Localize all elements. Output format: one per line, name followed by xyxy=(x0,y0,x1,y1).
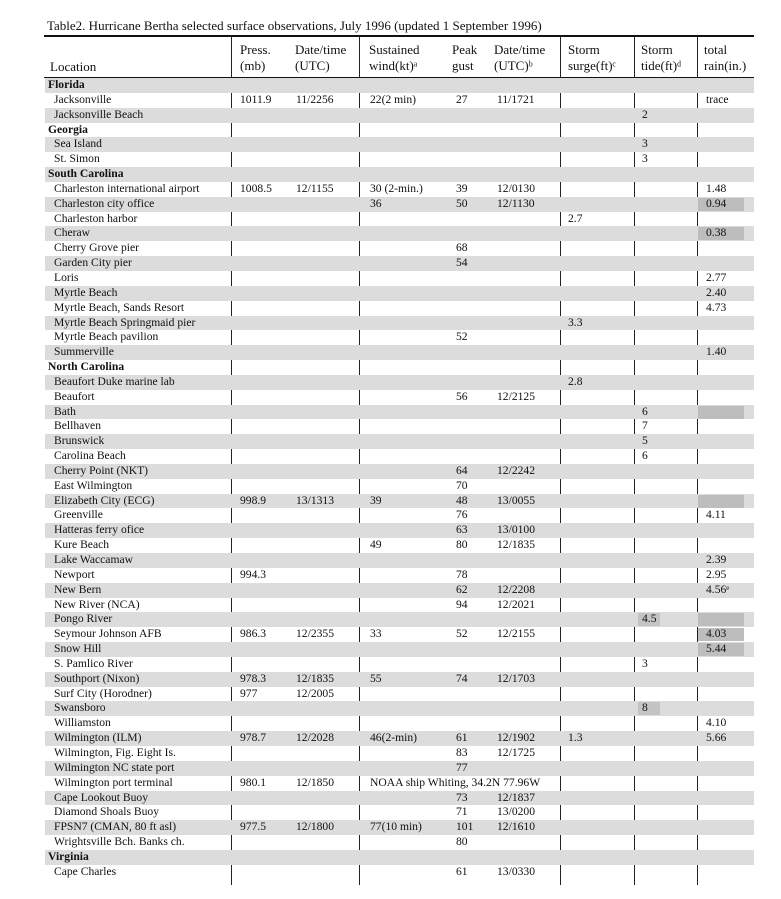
wind-cell: 55 xyxy=(370,671,382,685)
wind-cell: 33 xyxy=(370,627,382,641)
tide-cell: 7 xyxy=(642,419,648,433)
gust-datetime-cell: 12/1837 xyxy=(497,790,536,804)
gust-cell: 80 xyxy=(456,835,468,849)
table-row xyxy=(45,805,754,820)
table-row xyxy=(45,627,754,642)
gust-cell: 74 xyxy=(456,671,468,685)
tide-cell: 3 xyxy=(642,137,648,151)
gust-datetime-cell: 12/1130 xyxy=(497,196,535,210)
table-row xyxy=(45,271,754,286)
location-cell: Charleston international airport xyxy=(54,181,200,195)
location-cell: Cape Charles xyxy=(54,864,117,878)
location-cell: Summerville xyxy=(54,345,114,359)
location-cell: Swansboro xyxy=(54,701,106,715)
state-group-row xyxy=(45,78,754,93)
pressure-cell: 978.7 xyxy=(240,731,267,745)
gust-datetime-cell: 13/0100 xyxy=(497,523,536,537)
pressure-cell: 994.3 xyxy=(240,567,267,581)
table-row xyxy=(45,316,754,331)
location-cell: Hatteras ferry ofice xyxy=(54,523,145,537)
gust-datetime-cell: 12/1610 xyxy=(497,820,536,834)
location-cell: Cherry Point (NKT) xyxy=(54,463,149,477)
pressure-cell: 1008.5 xyxy=(240,181,272,195)
gust-cell: 39 xyxy=(456,181,468,195)
gust-datetime-cell: 11/1721 xyxy=(497,92,535,106)
table-row xyxy=(45,301,754,316)
header-tide-1: Storm xyxy=(641,42,673,57)
rain-cell: 1.48 xyxy=(706,181,727,195)
gust-cell: 94 xyxy=(456,597,468,611)
table-row xyxy=(45,330,754,345)
table-row xyxy=(45,345,754,360)
header-gust-datetime-2: (UTC)ᵇ xyxy=(494,58,533,73)
rain-cell: 1.40 xyxy=(706,345,727,359)
pressure-cell: 980.1 xyxy=(240,775,267,789)
location-cell: Wilmington (ILM) xyxy=(54,731,142,745)
location-cell: North Carolina xyxy=(48,360,125,374)
table-row xyxy=(45,464,754,479)
header-location: Location xyxy=(50,59,97,74)
gust-cell: 77 xyxy=(456,760,468,774)
location-cell: South Carolina xyxy=(48,167,124,181)
top-rule xyxy=(44,35,754,37)
location-cell: Seymour Johnson AFB xyxy=(54,627,162,641)
table-row xyxy=(45,419,754,434)
table-row xyxy=(45,731,754,746)
rain-cell: 5.66 xyxy=(706,731,727,745)
wind-cell: 77(10 min) xyxy=(370,820,422,834)
gust-datetime-cell: 13/0200 xyxy=(497,805,536,819)
rain-highlight xyxy=(698,406,744,419)
gust-cell: 52 xyxy=(456,330,468,344)
header-press-1: Press. xyxy=(240,42,271,57)
location-cell: Beaufort xyxy=(54,389,95,403)
tide-cell: 6 xyxy=(642,449,648,463)
location-cell: Loris xyxy=(54,270,79,284)
location-cell: Newport xyxy=(54,567,95,581)
wind-cell: 30 (2-min.) xyxy=(370,181,423,195)
location-cell: Lake Waccamaw xyxy=(54,553,133,566)
location-cell: Florida xyxy=(48,78,85,91)
wind-cell: NOAA ship Whiting, 34.2N 77.96W xyxy=(370,775,541,789)
tide-cell: 3 xyxy=(642,656,648,670)
header-press-2: (mb) xyxy=(240,58,266,73)
table-body xyxy=(45,78,754,880)
table-row xyxy=(45,598,754,613)
gust-cell: 83 xyxy=(456,745,468,759)
header-gust-1: Peak xyxy=(452,42,478,57)
table-caption: Table2. Hurricane Bertha selected surface observations, July 1996 (updated 1 September 1996) xyxy=(47,18,542,33)
table-row xyxy=(45,657,754,672)
gust-cell: 68 xyxy=(456,241,468,255)
table-row xyxy=(45,286,754,301)
table-row xyxy=(45,241,754,256)
location-cell: New River (NCA) xyxy=(54,597,140,611)
gust-cell: 52 xyxy=(456,627,468,641)
state-group-row xyxy=(45,167,754,182)
gust-datetime-cell: 13/0330 xyxy=(497,864,536,878)
header-wind-1: Sustained xyxy=(369,42,420,57)
gust-cell: 56 xyxy=(456,389,468,403)
wind-cell: 46(2-min) xyxy=(370,731,418,745)
location-cell: New Bern xyxy=(54,582,102,596)
table-row xyxy=(45,612,754,627)
table-row xyxy=(45,434,754,449)
location-cell: Charleston city office xyxy=(54,196,155,210)
location-cell: Diamond Shoals Buoy xyxy=(54,805,159,819)
rain-cell: 2.40 xyxy=(706,285,727,299)
gust-cell: 48 xyxy=(456,493,468,507)
location-cell: Georgia xyxy=(48,122,88,136)
location-cell: Cheraw xyxy=(54,226,91,240)
location-cell: Myrtle Beach Springmaid pier xyxy=(54,315,196,329)
gust-cell: 71 xyxy=(456,805,468,819)
table-row xyxy=(45,761,754,776)
gust-datetime-cell: 12/2125 xyxy=(497,389,536,403)
surge-cell: 2.8 xyxy=(568,374,583,388)
table-row xyxy=(45,226,754,241)
rain-cell: 0.38 xyxy=(706,226,727,240)
table-row xyxy=(45,642,754,657)
table-row xyxy=(45,197,754,212)
table-row xyxy=(45,390,754,405)
pressure-datetime-cell: 12/2005 xyxy=(296,686,335,700)
location-cell: Wilmington port terminal xyxy=(54,775,173,789)
wind-cell: 36 xyxy=(370,196,382,210)
location-cell: Cherry Grove pier xyxy=(54,241,139,255)
header-wind-2: wind(kt)ᵃ xyxy=(369,58,418,73)
location-cell: Wilmington NC state port xyxy=(54,760,175,774)
pressure-datetime-cell: 11/2256 xyxy=(296,92,334,106)
location-cell: Kure Beach xyxy=(54,538,110,552)
tide-cell: 6 xyxy=(642,404,648,418)
gust-cell: 27 xyxy=(456,92,468,106)
gust-cell: 101 xyxy=(456,820,474,834)
rain-cell: 2.95 xyxy=(706,567,727,581)
state-group-row xyxy=(45,850,754,865)
pressure-datetime-cell: 12/2355 xyxy=(296,627,335,641)
tide-cell: 5 xyxy=(642,434,648,448)
location-cell: Myrtle Beach xyxy=(54,285,118,299)
rain-cell: 2.39 xyxy=(706,553,727,566)
rain-cell: 4.11 xyxy=(706,508,726,522)
location-cell: Garden City pier xyxy=(54,256,132,270)
rain-highlight xyxy=(698,613,744,626)
gust-cell: 50 xyxy=(456,196,468,210)
table-row xyxy=(45,583,754,598)
location-cell: Southport (Nixon) xyxy=(54,671,140,685)
surge-cell: 2.7 xyxy=(568,211,583,225)
table-row xyxy=(45,835,754,850)
gust-datetime-cell: 12/2242 xyxy=(497,463,536,477)
table-row xyxy=(45,212,754,227)
table-row xyxy=(45,108,754,123)
gust-cell: 78 xyxy=(456,567,468,581)
pressure-cell: 986.3 xyxy=(240,627,267,641)
table-row xyxy=(45,256,754,271)
table-row xyxy=(45,672,754,687)
wind-cell: 49 xyxy=(370,538,382,552)
table-row xyxy=(45,479,754,494)
table-row xyxy=(45,494,754,509)
header-surge-1: Storm xyxy=(568,42,600,57)
surge-cell: 3.3 xyxy=(568,315,583,329)
tide-cell: 8 xyxy=(642,701,648,715)
tide-cell: 3 xyxy=(642,152,648,166)
table-row xyxy=(45,93,754,108)
location-cell: FPSN7 (CMAN, 80 ft asl) xyxy=(54,820,177,834)
table-row xyxy=(45,716,754,731)
table-row xyxy=(45,375,754,390)
pressure-cell: 977.5 xyxy=(240,820,267,834)
table-row xyxy=(45,568,754,583)
gust-datetime-cell: 12/1703 xyxy=(497,671,536,685)
table-row xyxy=(45,865,754,880)
location-cell: East Wilmington xyxy=(54,478,133,492)
pressure-cell: 978.3 xyxy=(240,671,267,685)
gust-datetime-cell: 12/2021 xyxy=(497,597,536,611)
header-rain-2: rain(in.) xyxy=(704,58,747,73)
location-cell: Wrightsville Bch. Banks ch. xyxy=(54,835,185,849)
pressure-cell: 1011.9 xyxy=(240,92,272,106)
gust-cell: 61 xyxy=(456,864,468,878)
gust-cell: 70 xyxy=(456,478,468,492)
table-row xyxy=(45,538,754,553)
gust-cell: 76 xyxy=(456,508,468,522)
location-cell: Bath xyxy=(54,404,76,418)
header-tide-2: tide(ft)ᵈ xyxy=(641,58,682,73)
rain-cell: 2.77 xyxy=(706,270,727,284)
gust-datetime-cell: 12/2208 xyxy=(497,582,536,596)
tide-cell: 4.5 xyxy=(642,612,657,626)
gust-cell: 80 xyxy=(456,538,468,552)
location-cell: Elizabeth City (ECG) xyxy=(54,493,155,507)
table-row xyxy=(45,687,754,702)
state-group-row xyxy=(45,123,754,138)
wind-cell: 22(2 min) xyxy=(370,92,417,106)
pressure-cell: 977 xyxy=(240,686,258,700)
gust-cell: 64 xyxy=(456,463,468,477)
header-gust-datetime-1: Date/time xyxy=(494,42,546,57)
location-cell: Brunswick xyxy=(54,434,105,448)
gust-cell: 54 xyxy=(456,256,468,270)
header-surge-2: surge(ft)ᶜ xyxy=(568,58,616,73)
location-cell: St. Simon xyxy=(54,152,100,166)
table-row xyxy=(45,152,754,167)
header-datetime-2: (UTC) xyxy=(295,58,330,73)
pressure-datetime-cell: 12/2028 xyxy=(296,731,335,745)
table-row xyxy=(45,791,754,806)
location-cell: Pongo River xyxy=(54,612,113,626)
rain-cell: 5.44 xyxy=(706,642,727,656)
rain-cell: 0.94 xyxy=(706,196,727,210)
location-cell: Virginia xyxy=(48,849,89,863)
location-cell: S. Pamlico River xyxy=(54,656,133,670)
pressure-datetime-cell: 12/1800 xyxy=(296,820,335,834)
gust-datetime-cell: 12/0130 xyxy=(497,181,536,195)
gust-cell: 63 xyxy=(456,523,468,537)
table-row xyxy=(45,508,754,523)
wind-cell: 39 xyxy=(370,493,382,507)
gust-datetime-cell: 13/0055 xyxy=(497,493,536,507)
table-row xyxy=(45,137,754,152)
location-cell: Greenville xyxy=(54,508,103,522)
table-row xyxy=(45,820,754,835)
rain-cell: 4.10 xyxy=(706,716,727,730)
surge-cell: 1.3 xyxy=(568,731,583,745)
location-cell: Bellhaven xyxy=(54,419,102,433)
gust-datetime-cell: 12/1902 xyxy=(497,731,536,745)
pressure-datetime-cell: 12/1835 xyxy=(296,671,335,685)
location-cell: Charleston harbor xyxy=(54,211,138,225)
pressure-cell: 998.9 xyxy=(240,493,267,507)
location-cell: Carolina Beach xyxy=(54,449,126,463)
location-cell: Myrtle Beach pavilion xyxy=(54,330,159,344)
location-cell: Jacksonville Beach xyxy=(54,107,144,121)
header-rain-1: total xyxy=(704,42,728,57)
table-row xyxy=(45,182,754,197)
gust-cell: 73 xyxy=(456,790,468,804)
table-row xyxy=(45,553,754,568)
table-row xyxy=(45,405,754,420)
table-row xyxy=(45,449,754,464)
location-cell: Beaufort Duke marine lab xyxy=(54,374,175,388)
gust-datetime-cell: 12/1725 xyxy=(497,745,536,759)
location-cell: Jacksonville xyxy=(54,92,112,106)
rain-cell: trace xyxy=(706,92,729,106)
header-datetime-1: Date/time xyxy=(295,42,347,57)
gust-cell: 61 xyxy=(456,731,468,745)
table-row xyxy=(45,746,754,761)
gust-cell: 62 xyxy=(456,582,468,596)
rain-cell: 4.03 xyxy=(706,627,727,641)
pressure-datetime-cell: 13/1313 xyxy=(296,493,335,507)
tide-cell: 2 xyxy=(642,107,648,121)
table-row xyxy=(45,701,754,716)
location-cell: Sea Island xyxy=(54,137,102,151)
header-gust-2: gust xyxy=(452,58,474,73)
rain-cell: 4.73 xyxy=(706,300,727,314)
state-group-row xyxy=(45,360,754,375)
location-cell: Myrtle Beach, Sands Resort xyxy=(54,300,185,314)
location-cell: Williamston xyxy=(54,716,111,730)
rain-cell: 4.56ᵉ xyxy=(706,582,730,596)
pressure-datetime-cell: 12/1850 xyxy=(296,775,335,789)
rain-highlight xyxy=(698,495,744,508)
location-cell: Surf City (Horodner) xyxy=(54,686,152,700)
table-row xyxy=(45,523,754,538)
gust-datetime-cell: 12/1835 xyxy=(497,538,536,552)
gust-datetime-cell: 12/2155 xyxy=(497,627,536,641)
table-row xyxy=(45,776,754,791)
location-cell: Wilmington, Fig. Eight Is. xyxy=(54,745,176,759)
pressure-datetime-cell: 12/1155 xyxy=(296,181,334,195)
location-cell: Cape Lookout Buoy xyxy=(54,790,149,804)
location-cell: Snow Hill xyxy=(54,642,102,656)
